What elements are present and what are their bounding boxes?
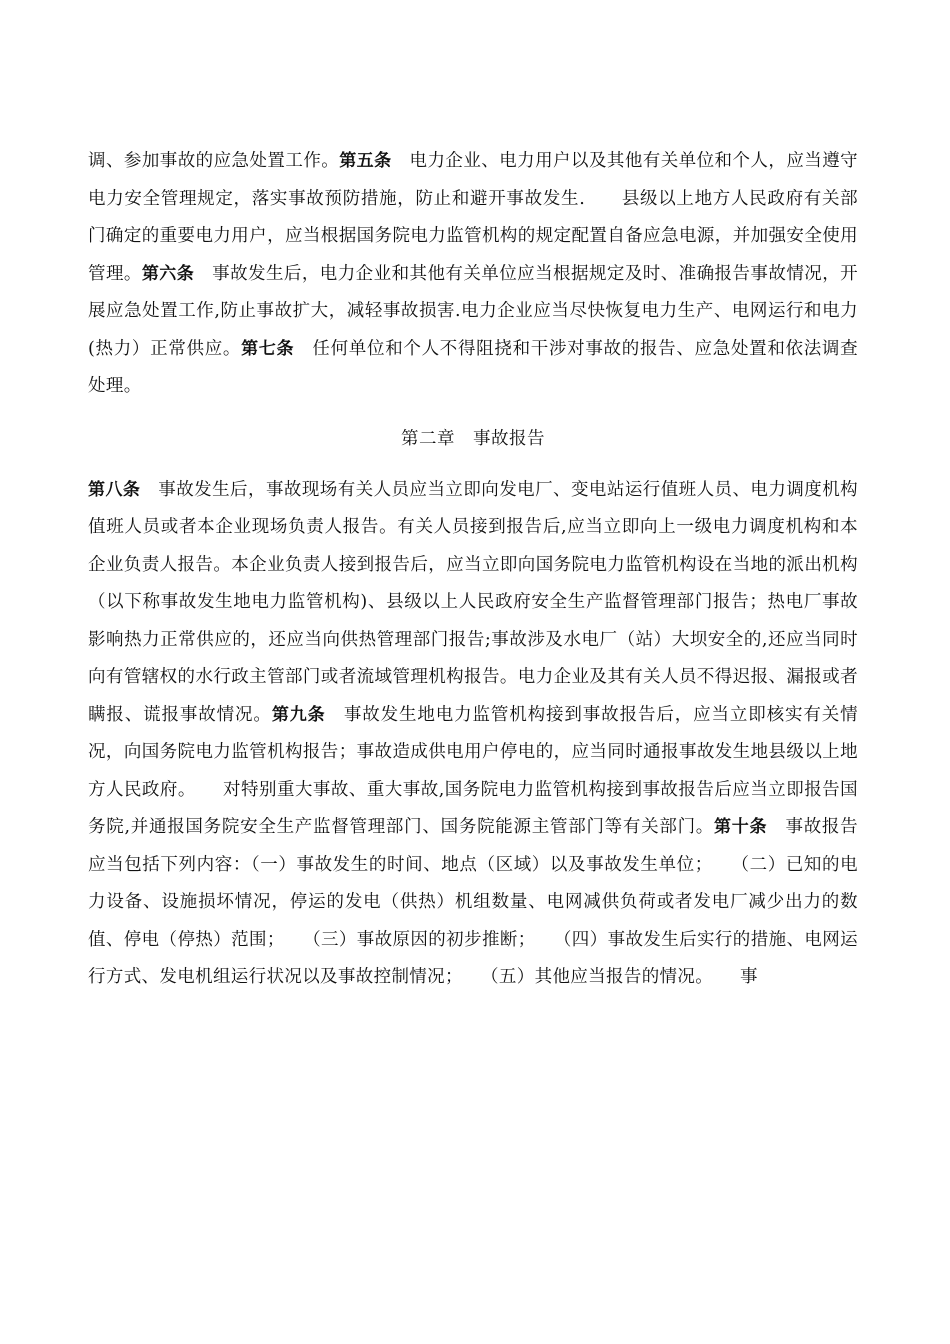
chapter-title: 第二章 事故报告 [401,428,545,449]
paragraph-articles-8-10 [88,472,858,997]
paragraph-articles-5-7 [88,143,858,406]
article-8-text: 事故发生后，事故现场有关人员应当立即向发电厂、变电站运行值班人员、电力调度机构值班人员或者本企业现场负责人报告。有关人员接到报告后,应当立即向上一级电力调度机构和本企业负责人报告。本企业负责人接到报告后，应当立即向国务院电力监管机构设在当地的派出机构（以下称事故发生地电力监管机构)、县级以上人民政府安全生产监督管理部门报告；热电厂事故影响热力正常供应的，还应当向供热管理部门报告;事故涉及水电厂（站）大坝安全的,还应当同时向有管辖权的水行政主管部门或者流域管理机构报告。电力企业及其有关人员不得迟报、漏报或者瞒报、谎报事故情况。 [88,479,858,725]
article-5-text: 电力企业、电力用户以及其他有关单位和个人，应当遵守电力安全管理规定，落实事故预防措施，防止和避开事故发生. 县级以上地方人民政府有关部门确定的重要电力用户，应当根据国务院电力监管机构的规定配置自备应急电源，并加强安全使用管理。 [88,151,858,284]
document-page [88,143,858,997]
article-5-heading: 第五条 [339,151,392,171]
article-6-text: 事故发生后，电力企业和其他有关单位应当根据规定及时、准确报告事故情况，开展应急处置工作,防止事故扩大，减轻事故损害.电力企业应当尽快恢复电力生产、电网运行和电力(热力）正常供应。 [88,263,858,359]
article-7-heading: 第七条 [241,338,295,359]
text-segment: 调、参加事故的应急处置工作。 [88,151,340,171]
article-6-heading: 第六条 [141,263,195,284]
article-9-heading: 第九条 [271,704,326,725]
article-10-text: 事故报告应当包括下列内容：（一）事故发生的时间、地点（区域）以及事故发生单位； （二）已知的电力设备、设施损坏情况，停运的发电（供热）机组数量、电网减供负荷或者发电厂减少出力的数值、停电（停热）范围； （三）事故原因的初步推断； （四）事故发生后实行的措施、电网运行方式、发电机组运行状况以及事故控制情况； （五）其他应当报告的情况。 事 [88,817,858,987]
article-8-heading: 第八条 [88,479,141,500]
article-10-heading: 第十条 [714,817,768,837]
article-9-text: 事故发生地电力监管机构接到事故报告后，应当立即核实有关情况，向国务院电力监管机构报告；事故造成供电用户停电的，应当同时通报事故发生地县级以上地方人民政府。 对特别重大事故、重大事故,国务院电力监管机构接到事故报告后应当立即报告国务院,并通报国务院安全生产监督管理部门、国务院能源主管部门等有关部门。 [88,704,858,837]
article-7-text: 任何单位和个人不得阻挠和干涉对事故的报告、应急处置和依法调查处理。 [88,338,858,396]
